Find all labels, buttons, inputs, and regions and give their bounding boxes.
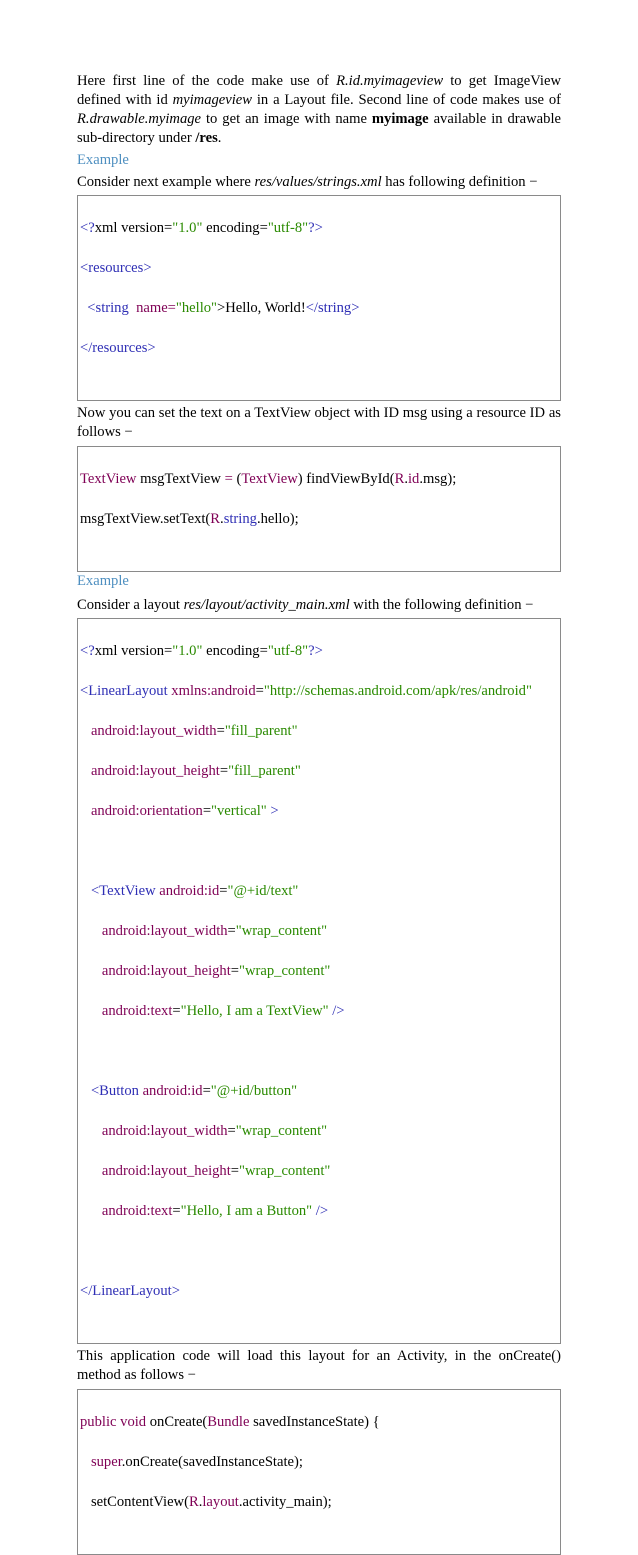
code-block-activity-main-xml [77,618,561,1344]
paragraph-layout-intro: Consider a layout res/layout/activity_main.xml with the following definition − [77,597,534,613]
example-heading-1: Example [77,152,129,168]
code-line: <string name="hello">Hello, World!</string> [80,300,360,316]
code-block-oncreate [77,1389,561,1555]
code-block-strings-xml [77,195,561,401]
code-line: <?xml version="1.0" encoding="utf-8"?> [80,643,323,659]
paragraph-textview-intro: Now you can set the text on a TextView object with ID msg using a resource ID as follows − [77,405,561,440]
code-line: msgTextView.setText(R.string.hello); [80,511,299,527]
code-line: android:orientation="vertical" > [80,803,279,819]
document-page [77,72,561,1555]
code-line: </resources> [80,340,156,356]
code-line: <?xml version="1.0" encoding="utf-8"?> [80,220,323,236]
code-line: android:layout_width="wrap_content" [80,923,328,939]
code-line-blank [80,841,558,861]
code-line: android:layout_height="wrap_content" [80,963,331,979]
code-line: <resources> [80,260,152,276]
example-heading-2: Example [77,573,129,589]
code-line-blank [80,1241,558,1261]
code-line: public void onCreate(Bundle savedInstanceState) { [80,1414,380,1430]
code-line: android:text="Hello, I am a Button" /> [80,1203,329,1219]
code-line: TextView msgTextView = (TextView) findViewById(R.id.msg); [80,471,457,487]
paragraph-oncreate-intro: This application code will load this layout for an Activity, in the onCreate() method as follows − [77,1348,561,1383]
paragraph-resource-usage: Here first line of the code make use of R.id.myimageview to get ImageView defined with id myimageview in a Layout file. Second line of code makes use of R.drawable.myimage to get an image with name myimage available in drawable sub-directory under /res. [77,73,561,146]
code-line: setContentView(R.layout.activity_main); [80,1494,332,1510]
code-block-textview [77,446,561,572]
code-line: android:layout_height="fill_parent" [80,763,301,779]
code-line: super.onCreate(savedInstanceState); [80,1454,303,1470]
code-line: <TextView android:id="@+id/text" [80,883,299,899]
code-line-blank [80,1041,558,1061]
paragraph-strings-intro: Consider next example where res/values/strings.xml has following definition − [77,174,538,190]
code-line: <LinearLayout xmlns:android="http://schemas.android.com/apk/res/android" [80,683,532,699]
code-line: </LinearLayout> [80,1283,180,1299]
code-line: android:layout_width="wrap_content" [80,1123,328,1139]
code-line: android:text="Hello, I am a TextView" /> [80,1003,345,1019]
code-line: android:layout_width="fill_parent" [80,723,298,739]
code-line: android:layout_height="wrap_content" [80,1163,331,1179]
code-line: <Button android:id="@+id/button" [80,1083,298,1099]
